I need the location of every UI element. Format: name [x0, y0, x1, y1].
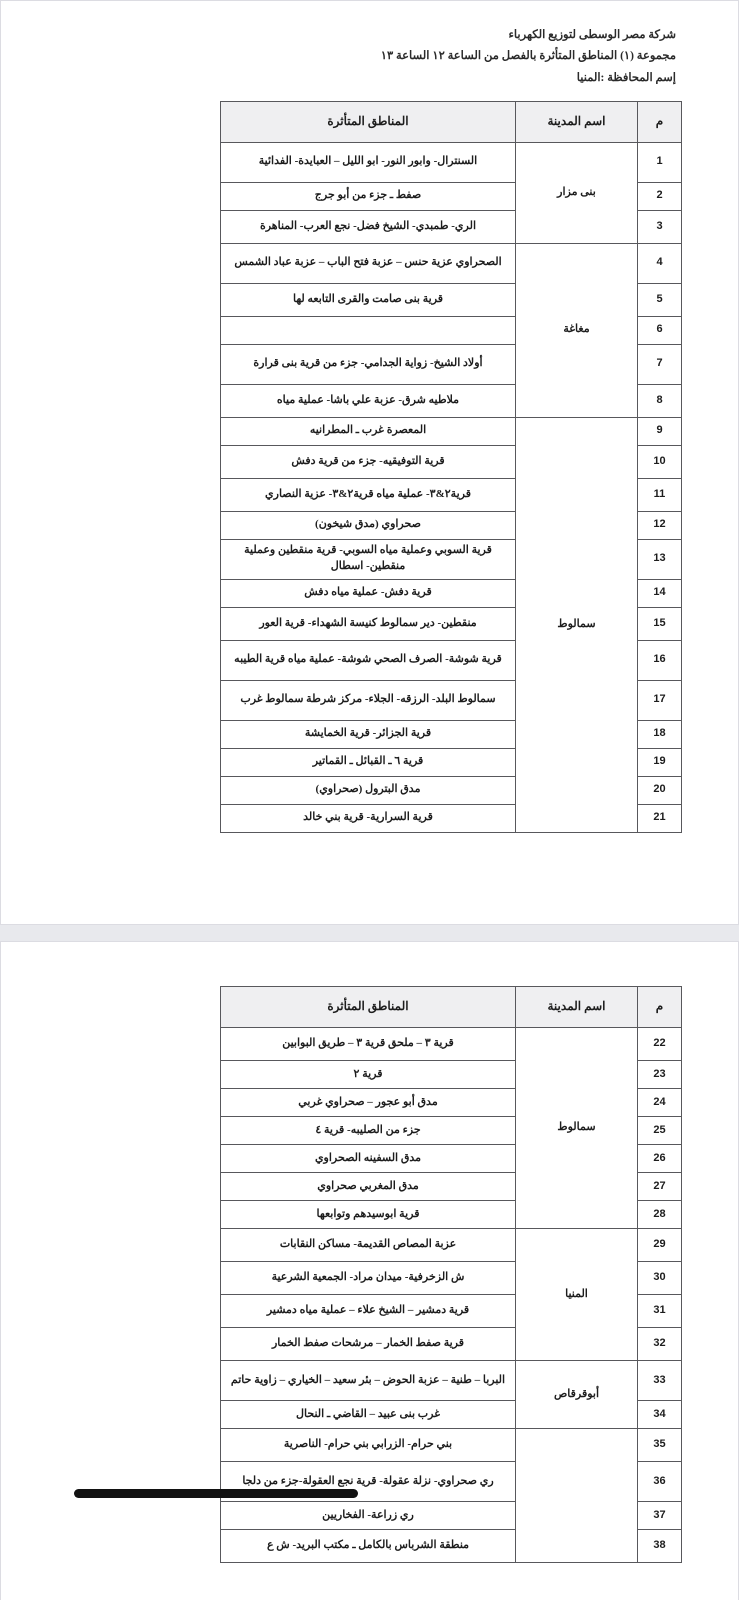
cell-row-number: 11: [638, 478, 682, 511]
cell-row-number: 37: [638, 1502, 682, 1530]
cell-row-number: 2: [638, 182, 682, 210]
cell-affected-areas: قرية صفط الخمار – مرشحات صفط الخمار: [221, 1328, 516, 1361]
cell-city-name: المنيا: [516, 1229, 638, 1361]
cell-affected-areas: البربا – طنية – عزبة الحوض – بئر سعيد – الخياري – زاوية حاتم: [221, 1361, 516, 1401]
column-header-city: اسم المدينة: [516, 987, 638, 1028]
cell-affected-areas: السنترال- وابور النور- ابو الليل – العبايدة- الفدائية: [221, 142, 516, 182]
cell-row-number: 3: [638, 210, 682, 243]
document-page-2: [0, 941, 739, 1600]
group-schedule-line: مجموعة (١) المناطق المتأثرة بالفصل من الساعة ١٢ الساعة ١٣: [380, 50, 676, 63]
cell-affected-areas: صحراوي (مدق شيخون): [221, 511, 516, 539]
cell-row-number: 28: [638, 1201, 682, 1229]
column-header-areas: المناطق المتأثرة: [221, 101, 516, 142]
cell-affected-areas: قرية٢&٣- عملية مياه قرية٢&٣- عزية النصاري: [221, 478, 516, 511]
cell-row-number: 8: [638, 384, 682, 417]
cell-affected-areas: أولاد الشيخ- زواية الجدامي- جزء من قرية بنى قرارة: [221, 344, 516, 384]
column-header-number: م: [638, 987, 682, 1028]
cell-city-name: أبوقرقاص: [516, 1361, 638, 1429]
cell-affected-areas: الصحراوي عزية حنس – عزبة فتح الباب – عزبة عباد الشمس: [221, 243, 516, 283]
table-row: [221, 142, 682, 182]
cell-row-number: 21: [638, 804, 682, 832]
cell-city-name: مغاغة: [516, 243, 638, 417]
cell-row-number: 24: [638, 1089, 682, 1117]
cell-row-number: 19: [638, 748, 682, 776]
cell-row-number: 18: [638, 720, 682, 748]
cell-affected-areas: بني حرام- الزرابي بني حرام- الناصرية: [221, 1429, 516, 1462]
table-row: [221, 1229, 682, 1262]
cell-row-number: 4: [638, 243, 682, 283]
column-header-areas: المناطق المتأثرة: [221, 987, 516, 1028]
cell-row-number: 9: [638, 417, 682, 445]
table-header-row: [221, 101, 682, 142]
cell-affected-areas: قرية دمشير – الشيخ علاء – عملية مياه دمشير: [221, 1295, 516, 1328]
cell-affected-areas: منقطين- دير سمالوط كنيسة الشهداء- قرية العور: [221, 607, 516, 640]
cell-row-number: 36: [638, 1462, 682, 1502]
document-header: [1, 1, 738, 89]
cell-row-number: 34: [638, 1401, 682, 1429]
cell-row-number: 6: [638, 316, 682, 344]
cell-affected-areas: ري زراعة- الفخاريين: [221, 1502, 516, 1530]
cell-row-number: 29: [638, 1229, 682, 1262]
cell-row-number: 5: [638, 283, 682, 316]
cell-affected-areas: قرية الجزائر- قرية الخمايشة: [221, 720, 516, 748]
table-header-row: [221, 987, 682, 1028]
cell-city-name: سمالوط: [516, 1028, 638, 1229]
page-separator: [0, 925, 739, 941]
cell-row-number: 26: [638, 1145, 682, 1173]
table-row: [221, 417, 682, 445]
cell-affected-areas: قرية السوبي وعملية مياه السوبي- قرية منقطين وعملية منقطين- اسطال: [221, 539, 516, 579]
cell-row-number: 22: [638, 1028, 682, 1061]
redaction-bar: [74, 1489, 358, 1498]
cell-row-number: 38: [638, 1530, 682, 1563]
cell-row-number: 31: [638, 1295, 682, 1328]
cell-affected-areas: قرية ٦ ـ القبائل ـ القماتير: [221, 748, 516, 776]
table-row: [221, 1429, 682, 1462]
cell-row-number: 15: [638, 607, 682, 640]
cell-row-number: 23: [638, 1061, 682, 1089]
affected-areas-table-page1: [220, 101, 682, 833]
cell-row-number: 27: [638, 1173, 682, 1201]
cell-affected-areas: الري- طمبدي- الشيخ فضل- نجع العرب- المناهرة: [221, 210, 516, 243]
cell-row-number: 10: [638, 445, 682, 478]
column-header-city: اسم المدينة: [516, 101, 638, 142]
cell-row-number: 12: [638, 511, 682, 539]
column-header-number: م: [638, 101, 682, 142]
cell-affected-areas: عزبة المصاص القديمة- مساكن النقابات: [221, 1229, 516, 1262]
cell-row-number: 20: [638, 776, 682, 804]
affected-areas-table-page2: [220, 986, 682, 1563]
company-name: شركة مصر الوسطى لتوزيع الكهرباء: [508, 29, 676, 41]
cell-affected-areas: قرية شوشة- الصرف الصحي شوشة- عملية مياه قرية الطيبه: [221, 640, 516, 680]
cell-row-number: 17: [638, 680, 682, 720]
cell-row-number: 30: [638, 1262, 682, 1295]
cell-affected-areas: سمالوط البلد- الرزقه- الجلاء- مركز شرطة سمالوط غرب: [221, 680, 516, 720]
cell-row-number: 1: [638, 142, 682, 182]
cell-affected-areas: جزء من الصليبه- قرية ٤: [221, 1117, 516, 1145]
cell-affected-areas: [221, 316, 516, 344]
cell-row-number: 14: [638, 579, 682, 607]
cell-affected-areas: قرية بنى صامت والقرى التابعه لها: [221, 283, 516, 316]
governorate-line: إسم المحافظة :المنيا: [576, 71, 676, 84]
cell-row-number: 33: [638, 1361, 682, 1401]
cell-affected-areas: قرية ٣ – ملحق قرية ٣ – طريق البوابين: [221, 1028, 516, 1061]
cell-row-number: 35: [638, 1429, 682, 1462]
cell-row-number: 25: [638, 1117, 682, 1145]
cell-city-name: [516, 1429, 638, 1563]
cell-row-number: 16: [638, 640, 682, 680]
cell-affected-areas: قرية السرارية- قرية بني خالد: [221, 804, 516, 832]
cell-affected-areas: قرية ابوسيدهم وتوابعها: [221, 1201, 516, 1229]
cell-affected-areas: قرية دفش- عملية مياه دفش: [221, 579, 516, 607]
table-row: [221, 1361, 682, 1401]
cell-affected-areas: مدق البترول (صحراوي): [221, 776, 516, 804]
cell-city-name: سمالوط: [516, 417, 638, 832]
cell-row-number: 32: [638, 1328, 682, 1361]
cell-affected-areas: ش الزخرفية- ميدان مراد- الجمعية الشرعية: [221, 1262, 516, 1295]
cell-affected-areas: صفط ـ جزء من أبو جرج: [221, 182, 516, 210]
cell-affected-areas: ري صحراوي- نزلة عقولة- قرية نجع العقولة-جزء من دلجا: [221, 1462, 516, 1502]
cell-affected-areas: منطقة الشرباس بالكامل ـ مكتب البريد- ش ع: [221, 1530, 516, 1563]
cell-affected-areas: مدق المغربي صحراوي: [221, 1173, 516, 1201]
cell-city-name: بنى مزار: [516, 142, 638, 243]
table-row: [221, 1028, 682, 1061]
cell-affected-areas: قرية التوفيقيه- جزء من قرية دفش: [221, 445, 516, 478]
table-row: [221, 243, 682, 283]
cell-row-number: 13: [638, 539, 682, 579]
cell-affected-areas: مدق السفينه الصحراوي: [221, 1145, 516, 1173]
cell-row-number: 7: [638, 344, 682, 384]
cell-affected-areas: مدق أبو عجور – صحراوي غربي: [221, 1089, 516, 1117]
cell-affected-areas: قرية ٢: [221, 1061, 516, 1089]
cell-affected-areas: غرب بنى عبيد – القاضي ـ النحال: [221, 1401, 516, 1429]
cell-affected-areas: ملاطيه شرق- عزبة علي باشا- عملية مياه: [221, 384, 516, 417]
cell-affected-areas: المعصرة غرب ـ المطرانيه: [221, 417, 516, 445]
